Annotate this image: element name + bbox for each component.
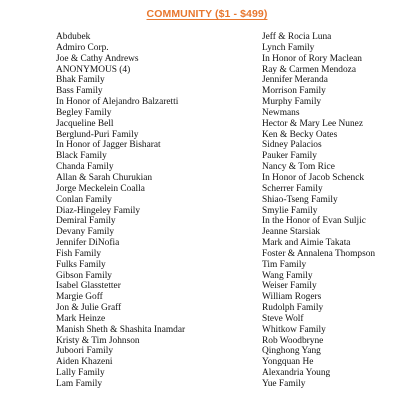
- donor-name: Whitkow Family: [262, 324, 326, 335]
- donor-name: Aiden Khazeni: [56, 357, 113, 368]
- donor-name: Jorge Meckelein Coalla: [56, 183, 145, 194]
- donor-name: Begley Family: [56, 107, 112, 118]
- donor-name: Yongquan He: [262, 357, 314, 368]
- donor-name: Smylie Family: [262, 205, 318, 216]
- donor-name: Newmans: [262, 107, 300, 118]
- donor-name: Mark and Aimie Takata: [262, 238, 351, 249]
- donor-name: Fish Family: [56, 248, 102, 259]
- donor-name: Juboori Family: [56, 346, 114, 357]
- donor-name: Kristy & Tim Johnson: [56, 335, 140, 346]
- donor-name: Admiro Corp.: [56, 42, 109, 53]
- donor-name: Morrison Family: [262, 86, 326, 97]
- donor-name: Weiser Family: [262, 281, 317, 292]
- donor-name: Pauker Family: [262, 151, 317, 162]
- donor-name: Abdubek: [56, 32, 91, 42]
- donor-name: ANONYMOUS (4): [56, 64, 131, 75]
- donor-name: Jennifer Meranda: [262, 75, 328, 86]
- donor-name: Diaz-Hingeley Family: [56, 205, 141, 216]
- donor-name: In Honor of Jacob Schenck: [262, 172, 365, 183]
- donor-name: Black Family: [56, 151, 107, 162]
- donor-name: Wang Family: [262, 270, 313, 281]
- donor-name: Conlan Family: [56, 194, 112, 205]
- donor-name: Devany Family: [56, 227, 115, 238]
- donor-name: Bass Family: [56, 86, 103, 97]
- donor-name: Foster & Annalena Thompson: [262, 248, 376, 259]
- donor-name: Yue Family: [262, 379, 306, 389]
- donor-name: Jon & Julie Graff: [56, 303, 122, 314]
- donor-name: Gibson Family: [56, 270, 112, 281]
- section-heading: COMMUNITY ($1 - $499): [146, 8, 268, 20]
- donor-name: Sidney Palacios: [262, 140, 322, 151]
- donor-name: Chanda Family: [56, 162, 114, 173]
- donor-name: Ray & Carmen Mendoza: [262, 64, 356, 75]
- donor-name: Lally Family: [56, 368, 105, 379]
- donor-name: Mark Heinze: [56, 313, 106, 324]
- donor-name: In the Honor of Evan Suljic: [262, 216, 366, 227]
- donor-name: Nancy & Tom Rice: [262, 162, 335, 173]
- donor-name: Allan & Sarah Churukian: [56, 172, 153, 183]
- donor-name: In Honor of Rory Maclean: [262, 53, 362, 64]
- donor-name: Joe & Cathy Andrews: [56, 53, 139, 64]
- donor-name: Hector & Mary Lee Nunez: [262, 118, 363, 129]
- donor-name: Demiral Family: [56, 216, 116, 227]
- donor-name: Fulks Family: [56, 259, 106, 270]
- donor-name: Jennifer DiNofia: [56, 238, 120, 249]
- donor-name: Tim Family: [262, 259, 307, 270]
- donor-name: In Honor of Jagger Bisharat: [56, 140, 161, 151]
- donor-name: Steve Wolf: [262, 313, 304, 324]
- donor-name: William Rogers: [262, 292, 322, 303]
- donor-name: Qinghong Yang: [262, 346, 321, 357]
- donor-name: Margie Goff: [56, 292, 103, 303]
- donor-column-right: [262, 32, 375, 390]
- donor-name: Jacqueline Bell: [56, 118, 114, 129]
- donor-name: In Honor of Alejandro Balzaretti: [56, 97, 179, 108]
- donor-name: Shiao-Tseng Family: [262, 194, 338, 205]
- donor-name: Murphy Family: [262, 97, 322, 108]
- donor-name: Alexandria Young: [262, 368, 331, 379]
- donor-name: Manish Sheth & Shashita Inamdar: [56, 324, 186, 335]
- donor-name: Scherrer Family: [262, 183, 323, 194]
- donor-name: Ken & Becky Oates: [262, 129, 338, 140]
- donor-name: Rob Woodbryne: [262, 335, 324, 346]
- donor-name: Jeff & Rocia Luna: [262, 32, 332, 42]
- donor-name: Jeanne Starsiak: [262, 227, 321, 238]
- donor-name: Isabel Glasstetter: [56, 281, 121, 292]
- donor-name: Bhak Family: [56, 75, 105, 86]
- donor-name: Lynch Family: [262, 42, 315, 53]
- donor-name: Berglund-Puri Family: [56, 129, 139, 140]
- donor-name: Lam Family: [56, 379, 103, 389]
- donor-column-left: [56, 32, 185, 390]
- donor-name: Rudolph Family: [262, 303, 324, 314]
